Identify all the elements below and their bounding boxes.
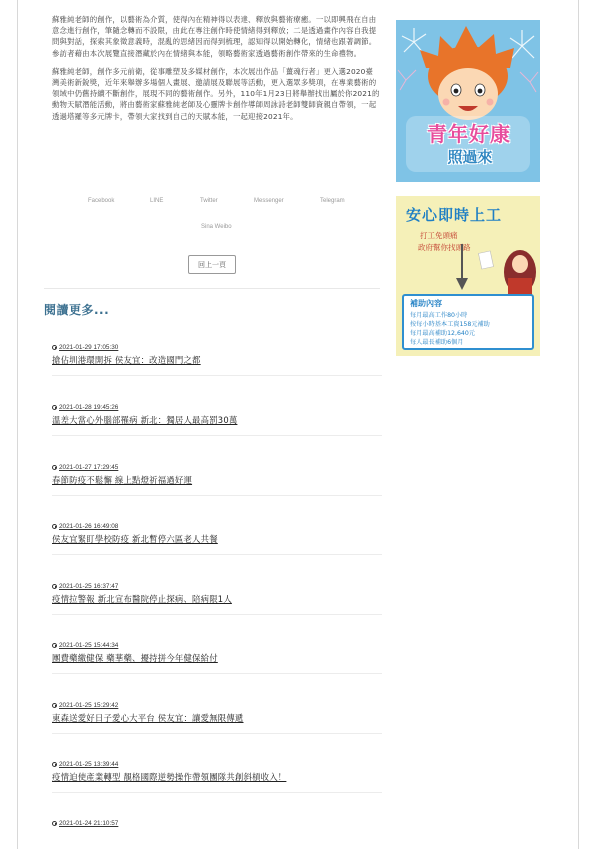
- list-divider: [52, 495, 382, 496]
- ad-job-line: 每人最長補助6個月: [410, 339, 464, 346]
- clock-icon: [52, 584, 57, 589]
- ad-youth-title: 青年好康: [427, 122, 511, 146]
- clock-icon: [52, 465, 57, 470]
- list-item[interactable]: [52, 820, 382, 827]
- read-more-heading: 閱讀更多...: [44, 303, 110, 317]
- article-paragraph: 蘇雅純老師的創作，以藝術為介質，使得內在精神得以表達、釋放與藝術療癒。一以即興飛在自由意念進行創作，筆隨念轉而不設限，由此在專注創作時使情緒得到釋放；二是透過畫作內容自我提問與對話，探索其象徵意義時，混亂的思緒因而得到梳理，認知得以開始轉化，情緒也跟著調節。參訪者藉由本次展覽直接潛藏於內在情緒與本能，領略藝術家透過藝術創作帶來的生命禮物。: [52, 15, 377, 58]
- list-item[interactable]: [52, 464, 382, 496]
- article-title[interactable]: 東森送愛好日子愛心大平台 侯友宜：讓愛無限傳遞: [52, 713, 244, 723]
- clock-icon: [52, 524, 57, 529]
- article-date[interactable]: 2021-01-28 19:45:26: [52, 404, 382, 411]
- list-item[interactable]: [52, 583, 382, 615]
- article-paragraph: 蘇雅純老師，創作多元前衛，從事雕塑及多媒材創作，本次展出作品「薑魂行者」更入選2020臺灣美術新銳獎，近年來舉辦多場個人畫展、邀請展及聯展等活動，更入選眾多獎項，在專業藝術的領域中仍舊持續不斷創作，展現不同的藝術創作。另外，110年1月23日將舉辦找出屬於你2021的動物天賦潛能活動，將由藝術家蘇雅純老師及心靈牌卡創作導師周詠詩老師雙師資親自帶領，一起透過塔羅等多元牌卡，帶領大家找到自己的天賦本能，一起迎接2021年。: [52, 66, 380, 121]
- ad-banner-job-subsidy[interactable]: [396, 196, 540, 356]
- article-title[interactable]: 侯友宜緊盯學校防疫 新北暫停六區老人共餐: [52, 534, 218, 544]
- article-date[interactable]: 2021-01-29 17:05:30: [52, 344, 382, 351]
- article-date[interactable]: 2021-01-25 16:37:47: [52, 583, 382, 590]
- frame-border-left: [17, 0, 18, 849]
- worker-illustration: [454, 238, 540, 296]
- ad-banner-youth[interactable]: [396, 20, 540, 182]
- article-title[interactable]: 疫情迫使產業轉型 靚格國際逆勢操作帶領團隊共創斜槓收入！: [52, 772, 287, 782]
- article-date[interactable]: 2021-01-24 21:10:57: [52, 820, 382, 827]
- ad-job-sub2: 政府幫你找頭路: [418, 243, 471, 252]
- list-item[interactable]: [52, 404, 382, 436]
- list-divider: [52, 733, 382, 734]
- article-date[interactable]: 2021-01-26 16:49:08: [52, 523, 382, 530]
- clock-icon: [52, 643, 57, 648]
- article-title[interactable]: 團費藥繳健保 藥華藥、擾持拼今年健保給付: [52, 653, 218, 663]
- list-divider: [52, 673, 382, 674]
- clock-icon: [52, 405, 57, 410]
- article-date[interactable]: 2021-01-25 13:39:44: [52, 761, 382, 768]
- ad-job-sub1: 打工免頭痛: [420, 231, 458, 240]
- share-bar: [52, 196, 380, 236]
- ad-job-box-title: 補助內容: [410, 299, 442, 308]
- back-button[interactable]: 回上一頁: [188, 255, 236, 274]
- article-title[interactable]: 春節防疫不鬆懈 線上點燈祈福過好運: [52, 475, 193, 485]
- article-title[interactable]: 溫差大當心外腦部罹病 新北：獨居人最高罰30萬: [52, 415, 238, 425]
- list-item[interactable]: [52, 523, 382, 555]
- ad-job-line: 每月最高工作80小時: [410, 312, 468, 319]
- clock-icon: [52, 345, 57, 350]
- list-divider: [52, 435, 382, 436]
- ad-job-title: 安心即時上工: [406, 206, 503, 224]
- article-title[interactable]: 搶佔圳港環開拆 侯友宜：改造國門之都: [52, 355, 201, 365]
- ad-job-line: 每月最高補助12,640元: [410, 330, 475, 337]
- share-messenger[interactable]: Messenger: [254, 198, 284, 204]
- clock-icon: [52, 762, 57, 767]
- list-item[interactable]: [52, 642, 382, 674]
- list-divider: [52, 792, 382, 793]
- article-date[interactable]: 2021-01-27 17:29:45: [52, 464, 382, 471]
- share-facebook[interactable]: Facebook: [88, 198, 115, 204]
- list-divider: [52, 614, 382, 615]
- list-divider: [52, 375, 382, 376]
- ad-job-info-box: [402, 294, 534, 350]
- article-title[interactable]: 疫情拉警報 新北宣布醫院停止探病、陪病限1人: [52, 594, 232, 604]
- section-divider: [44, 288, 380, 289]
- frame-border-right: [578, 0, 579, 849]
- ad-job-line: 按每小時基本工資158元補助: [410, 321, 490, 328]
- article-date[interactable]: 2021-01-25 15:29:42: [52, 702, 382, 709]
- clock-icon: [52, 703, 57, 708]
- clock-icon: [52, 821, 57, 826]
- share-line[interactable]: LINE: [150, 198, 164, 204]
- article-date[interactable]: 2021-01-25 15:44:34: [52, 642, 382, 649]
- article-body: [52, 14, 380, 129]
- share-telegram[interactable]: Telegram: [320, 198, 345, 204]
- ad-youth-subtitle: 照過來: [447, 148, 493, 166]
- share-sina-weibo[interactable]: Sina Weibo: [201, 224, 232, 230]
- list-item[interactable]: [52, 702, 382, 734]
- share-twitter[interactable]: Twitter: [200, 198, 218, 204]
- list-item[interactable]: [52, 761, 382, 793]
- list-divider: [52, 554, 382, 555]
- list-item[interactable]: [52, 344, 382, 376]
